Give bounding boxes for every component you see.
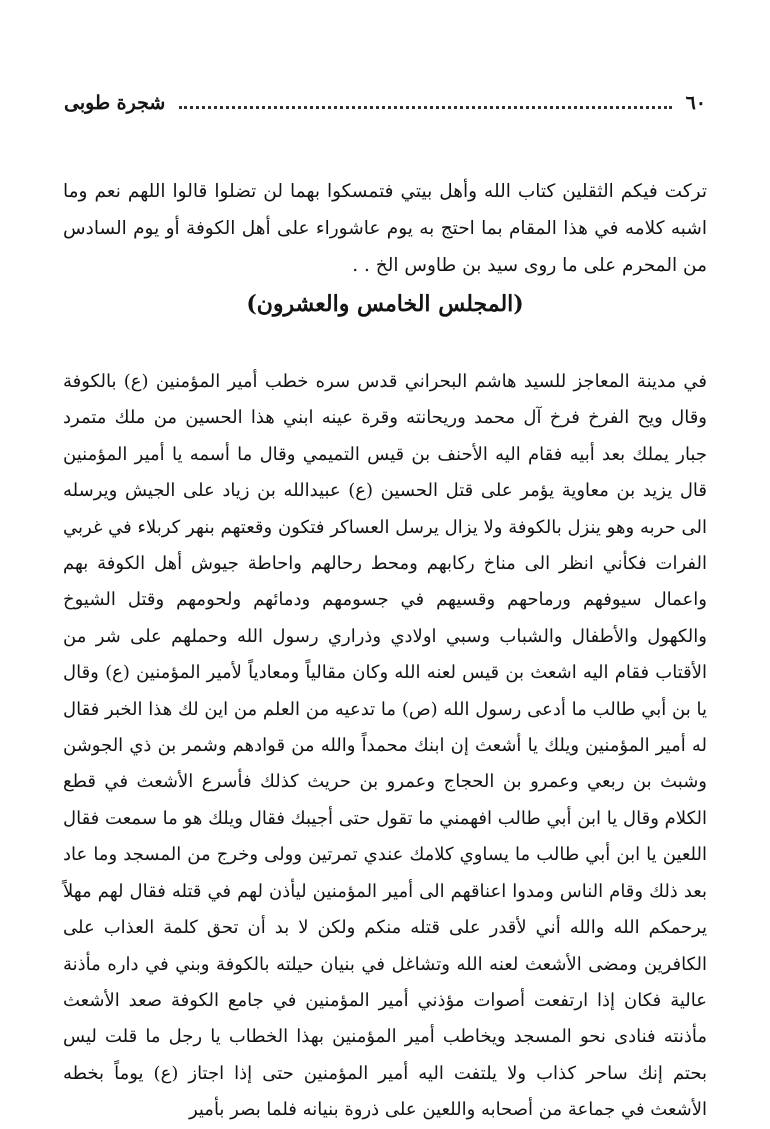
running-header <box>64 88 706 118</box>
header-dot-leader <box>179 106 671 109</box>
page-number: ٦٠ <box>685 92 706 114</box>
book-title: شجرة طوبى <box>64 92 166 114</box>
intro-paragraph: تركت فيكم الثقلين كتاب الله وأهل بيتي فتمسكوا بهما لن تضلوا قالوا اللهم نعم وما اشبه كلامه في هذا المقام بما احتج به يوم عاشوراء على أهل الكوفة أو يوم السادس من المحرم على ما روى سيد بن طاوس الخ . . <box>63 180 707 276</box>
body-paragraph: في مدينة المعاجز للسيد هاشم البحراني قدس سره خطب أمير المؤمنين (ع) بالكوفة وقال ويح الفرخ فرخ آل محمد وريحانته وقرة عينه ابني هذا الحسين من ملك متمرد جبار يملك بعد أبيه فقام اليه الأحنف بن قيس التميمي وقال ما أسمه يا أمير المؤمنين قال يزيد بن معاوية يؤمر على قتل الحسين (ع) عبيدالله بن زياد على الجيش ويرسله الى حربه وهو ينزل بالكوفة ولا يزال يرسل العساكر فتكون وقعتهم بنهر كربلاء في غربي الفرات فكأني انظر الى مناخ ركابهم ومحط رحالهم واحاطة جيوش أهل الكوفة بهم واعمال سيوفهم ورماحهم وقسيهم في جسومهم ودمائهم ولحومهم وقتل الشيوخ والكهول والأطفال والشباب وسبي اولادي وذراري رسول الله وحملهم على شر من الأقتاب فقام اليه اشعث بن قيس لعنه الله وكان مقالياً ومعادياً لأمير المؤمنين (ع) وقال يا بن أبي طالب ما أدعى رسول الله (ص) ما تدعيه من العلم من اين لك هذا الخبر فقال له أمير المؤمنين ويلك يا أشعث إن ابنك محمداً والله من قوادهم وشمر بن ذي الجوشن وشبث بن ربعي وعمرو بن الحجاج وعمرو بن حريث كذلك فأسرع الأشعث في قطع الكلام وقال يا ابن أبي طالب افهمني ما تقول حتى أجيبك فقال ويلك هو ما سمعت فقال اللعين يا ابن أبي طالب ما يساوي كلامك عندي تمرتين وولى وخرج من المسجد وما عاد بعد ذلك وقام الناس ومدوا اعناقهم الى أمير المؤمنين ليأذن لهم في قتله فقال لهم مهلاً يرحمكم الله والله أني لأقدر على قتله منكم ولكن لا بد أن تحق كلمة العذاب على الكافرين ومضى الأشعث لعنه الله وتشاغل في بنيان حيلته بالكوفة وبني في داره مأذنة عالية فكان إذا ارتفعت أصوات مؤذني أمير المؤمنين في جامع الكوفة صعد الأشعث مأذنته فنادى نحو المسجد ويخاطب أمير المؤمنين بهذا الخطاب يا رجل ما قلت ليس بحتم إنك ساحر كذاب ولا يلتفت اليه أمير المؤمنين حتى إذا اجتاز (ع) يوماً بخطه الأشعث في جماعة من أصحابه واللعين على ذروة بنيانه فلما بصر بأمير <box>63 371 707 1121</box>
section-heading: (المجلس الخامس والعشرون) <box>246 291 524 317</box>
